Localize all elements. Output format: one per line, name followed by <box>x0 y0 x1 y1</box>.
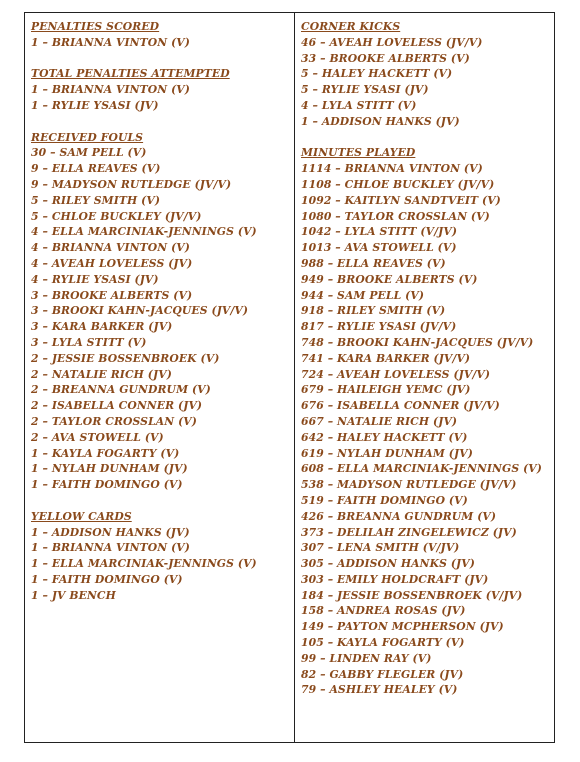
section-heading: TOTAL PENALTIES ATTEMPTED <box>31 67 230 81</box>
stat-entry: 1013 – AVA STOWELL (V) <box>301 241 457 255</box>
section-heading: CORNER KICKS <box>301 20 401 33</box>
section-yellow-cards <box>31 509 288 604</box>
stat-entry: 9 – MADYSON RUTLEDGE (JV/V) <box>31 177 232 191</box>
stat-entry: 724 – AVEAH LOVELESS (JV/V) <box>301 367 491 381</box>
section-total-penalties-attempted <box>31 66 288 113</box>
stat-entry: 1 – FAITH DOMINGO (V) <box>31 478 183 492</box>
stat-entry: 4 – RYLIE YSASI (JV) <box>31 272 159 286</box>
stat-entry: 373 – DELILAH ZINGELEWICZ (JV) <box>301 525 517 539</box>
section-received-fouls <box>31 130 288 493</box>
stat-entry: 2 – JESSIE BOSSENBROEK (V) <box>31 351 220 365</box>
stat-entry: 817 – RYLIE YSASI (JV/V) <box>301 320 457 334</box>
stat-entry: 184 – JESSIE BOSSENBROEK (V/JV) <box>301 588 523 602</box>
stat-entry: 303 – EMILY HOLDCRAFT (JV) <box>301 572 489 586</box>
stat-entry: 2 – BREANNA GUNDRUM (V) <box>31 383 211 397</box>
stat-entry: 46 – AVEAH LOVELESS (JV/V) <box>301 35 483 49</box>
stat-entry: 105 – KAYLA FOGARTY (V) <box>301 636 465 650</box>
stat-entry: 1 – NYLAH DUNHAM (JV) <box>31 462 188 476</box>
stat-entry: 676 – ISABELLA CONNER (JV/V) <box>301 399 500 413</box>
stat-entry: 5 – CHLOE BUCKLEY (JV/V) <box>31 209 202 223</box>
section-penalties-scored <box>31 19 288 51</box>
stat-entry: 4 – ELLA MARCINIAK-JENNINGS (V) <box>31 225 257 239</box>
stat-entry: 1 – RYLIE YSASI (JV) <box>31 98 159 112</box>
stat-entry: 99 – LINDEN RAY (V) <box>301 651 432 665</box>
stat-entry: 918 – RILEY SMITH (V) <box>301 304 446 318</box>
stat-entry: 30 – SAM PELL (V) <box>31 146 147 160</box>
stat-entry: 748 – BROOKI KAHN-JACQUES (JV/V) <box>301 335 534 349</box>
stat-entry: 5 – RILEY SMITH (V) <box>31 193 161 207</box>
stat-entry: 1042 – LYLA STITT (V/JV) <box>301 225 458 239</box>
stat-entry: 667 – NATALIE RICH (JV) <box>301 414 458 428</box>
section-minutes-played <box>301 145 548 698</box>
stat-entry: 5 – HALEY HACKETT (V) <box>301 67 453 81</box>
stat-entry: 1114 – BRIANNA VINTON (V) <box>301 162 483 176</box>
stat-entry: 2 – ISABELLA CONNER (JV) <box>31 399 203 413</box>
stat-entry: 608 – ELLA MARCINIAK-JENNINGS (V) <box>301 462 542 476</box>
stat-entry: 988 – ELLA REAVES (V) <box>301 256 446 270</box>
section-heading: RECEIVED FOULS <box>31 130 144 144</box>
stat-entry: 3 – BROOKE ALBERTS (V) <box>31 288 193 302</box>
stat-entry: 1 – JV BENCH <box>31 588 116 602</box>
stat-entry: 79 – ASHLEY HEALEY (V) <box>301 683 458 697</box>
stat-entry: 305 – ADDISON HANKS (JV) <box>301 557 475 571</box>
stat-entry: 1 – BRIANNA VINTON (V) <box>31 541 190 555</box>
stat-entry: 949 – BROOKE ALBERTS (V) <box>301 272 478 286</box>
stat-entry: 1 – BRIANNA VINTON (V) <box>31 35 190 49</box>
stat-entry: 1092 – KAITLYN SANDTVEIT (V) <box>301 193 501 207</box>
section-heading: PENALTIES SCORED <box>31 20 160 33</box>
section-heading: MINUTES PLAYED <box>301 146 416 160</box>
stat-entry: 642 – HALEY HACKETT (V) <box>301 430 468 444</box>
stat-entry: 1 – KAYLA FOGARTY (V) <box>31 446 180 460</box>
stat-entry: 679 – HAILEIGH YEMC (JV) <box>301 383 471 397</box>
stat-entry: 2 – NATALIE RICH (JV) <box>31 367 172 381</box>
stats-table <box>24 12 555 743</box>
stat-entry: 82 – GABBY FLEGLER (JV) <box>301 667 464 681</box>
stat-entry: 1 – FAITH DOMINGO (V) <box>31 572 183 586</box>
stat-entry: 426 – BREANNA GUNDRUM (V) <box>301 509 497 523</box>
right-column <box>295 13 554 742</box>
stat-entry: 3 – BROOKI KAHN-JACQUES (JV/V) <box>31 304 249 318</box>
stat-entry: 1 – ADDISON HANKS (JV) <box>301 114 460 128</box>
stat-entry: 158 – ANDREA ROSAS (JV) <box>301 604 466 618</box>
stat-entry: 519 – FAITH DOMINGO (V) <box>301 493 468 507</box>
stat-entry: 307 – LENA SMITH (V/JV) <box>301 541 460 555</box>
stat-entry: 2 – TAYLOR CROSSLAN (V) <box>31 414 197 428</box>
stat-entry: 1108 – CHLOE BUCKLEY (JV/V) <box>301 177 495 191</box>
stat-entry: 3 – LYLA STITT (V) <box>31 335 147 349</box>
stat-entry: 944 – SAM PELL (V) <box>301 288 425 302</box>
stat-entry: 1080 – TAYLOR CROSSLAN (V) <box>301 209 490 223</box>
stat-entry: 4 – BRIANNA VINTON (V) <box>31 241 190 255</box>
stat-entry: 33 – BROOKE ALBERTS (V) <box>301 51 470 65</box>
stat-entry: 619 – NYLAH DUNHAM (JV) <box>301 446 473 460</box>
stat-entry: 149 – PAYTON MCPHERSON (JV) <box>301 620 504 634</box>
stat-entry: 5 – RYLIE YSASI (JV) <box>301 83 429 97</box>
section-heading: YELLOW CARDS <box>31 509 132 523</box>
stat-entry: 2 – AVA STOWELL (V) <box>31 430 164 444</box>
stat-entry: 1 – BRIANNA VINTON (V) <box>31 83 190 97</box>
stat-entry: 538 – MADYSON RUTLEDGE (JV/V) <box>301 478 517 492</box>
stat-entry: 4 – AVEAH LOVELESS (JV) <box>31 256 193 270</box>
section-corner-kicks <box>301 19 548 130</box>
stat-entry: 741 – KARA BARKER (JV/V) <box>301 351 471 365</box>
left-column <box>25 13 295 742</box>
stat-entry: 1 – ELLA MARCINIAK-JENNINGS (V) <box>31 557 257 571</box>
stat-entry: 9 – ELLA REAVES (V) <box>31 162 161 176</box>
stat-entry: 3 – KARA BARKER (JV) <box>31 320 173 334</box>
stat-entry: 1 – ADDISON HANKS (JV) <box>31 525 190 539</box>
stat-entry: 4 – LYLA STITT (V) <box>301 98 417 112</box>
